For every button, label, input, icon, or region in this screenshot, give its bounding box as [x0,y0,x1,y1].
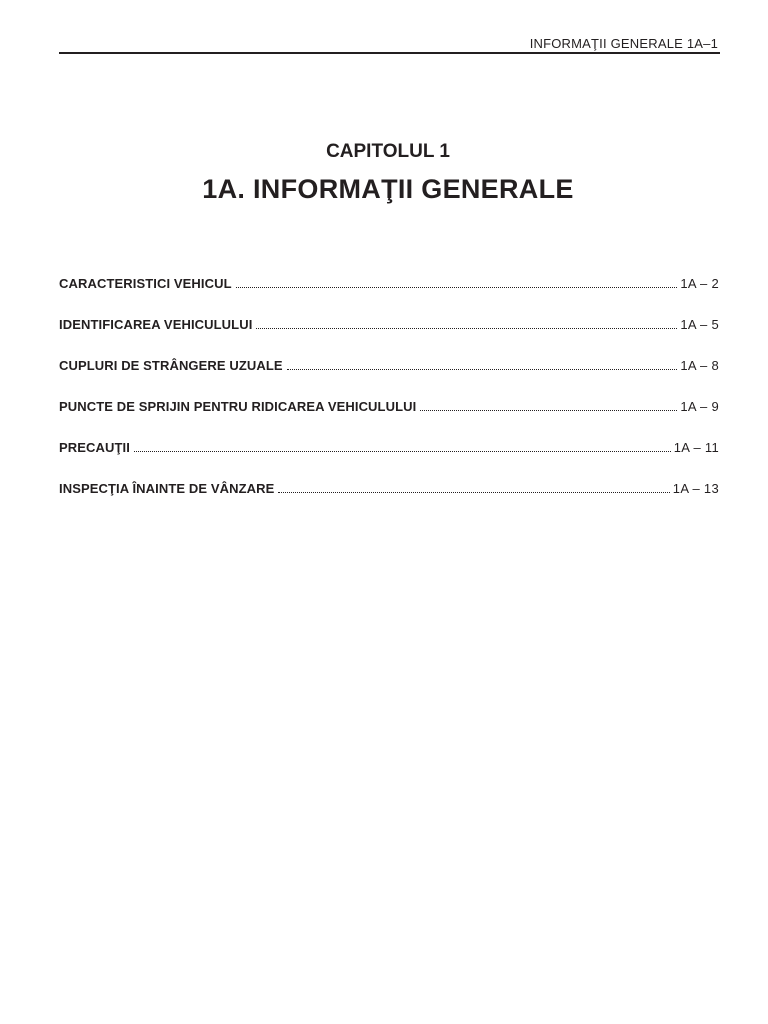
toc-entry-puncte-de-sprijin[interactable] [59,399,719,440]
toc-dot-leader [256,328,677,329]
toc-dot-leader [420,410,677,411]
table-of-contents [59,276,719,522]
toc-entry-precautii[interactable] [59,440,719,481]
toc-entry-page: 1A – 9 [680,399,719,414]
toc-dot-leader [236,287,678,288]
toc-entry-label: PRECAUŢII [59,440,130,455]
toc-entry-inspectia-inainte-de-vanzare[interactable] [59,481,719,522]
toc-entry-page: 1A – 13 [672,481,719,496]
toc-dot-leader [287,369,678,370]
toc-dot-leader [134,451,671,452]
toc-entry-page: 1A – 5 [680,317,719,332]
toc-entry-identificarea-vehiculului[interactable] [59,317,719,358]
toc-entry-label: CUPLURI DE STRÂNGERE UZUALE [59,358,283,373]
toc-entry-label: CARACTERISTICI VEHICUL [59,276,232,291]
toc-entry-caracteristici-vehicul[interactable] [59,276,719,317]
toc-entry-label: INSPECŢIA ÎNAINTE DE VÂNZARE [59,481,275,496]
toc-entry-label: PUNCTE DE SPRIJIN PENTRU RIDICAREA VEHICULULUI [59,399,417,414]
toc-entry-cupluri-de-strangere[interactable] [59,358,719,399]
header-rule [59,52,720,54]
toc-entry-page: 1A – 8 [680,358,719,373]
running-header: INFORMAŢII GENERALE 1A–1 [529,36,718,51]
chapter-label: CAPITOLUL 1 [326,141,450,162]
toc-entry-page: 1A – 11 [673,440,719,455]
toc-entry-page: 1A – 2 [680,276,719,291]
chapter-title: 1A. INFORMAŢII GENERALE [202,174,574,204]
toc-entry-label: IDENTIFICAREA VEHICULULUI [59,317,253,332]
toc-dot-leader [278,492,669,493]
